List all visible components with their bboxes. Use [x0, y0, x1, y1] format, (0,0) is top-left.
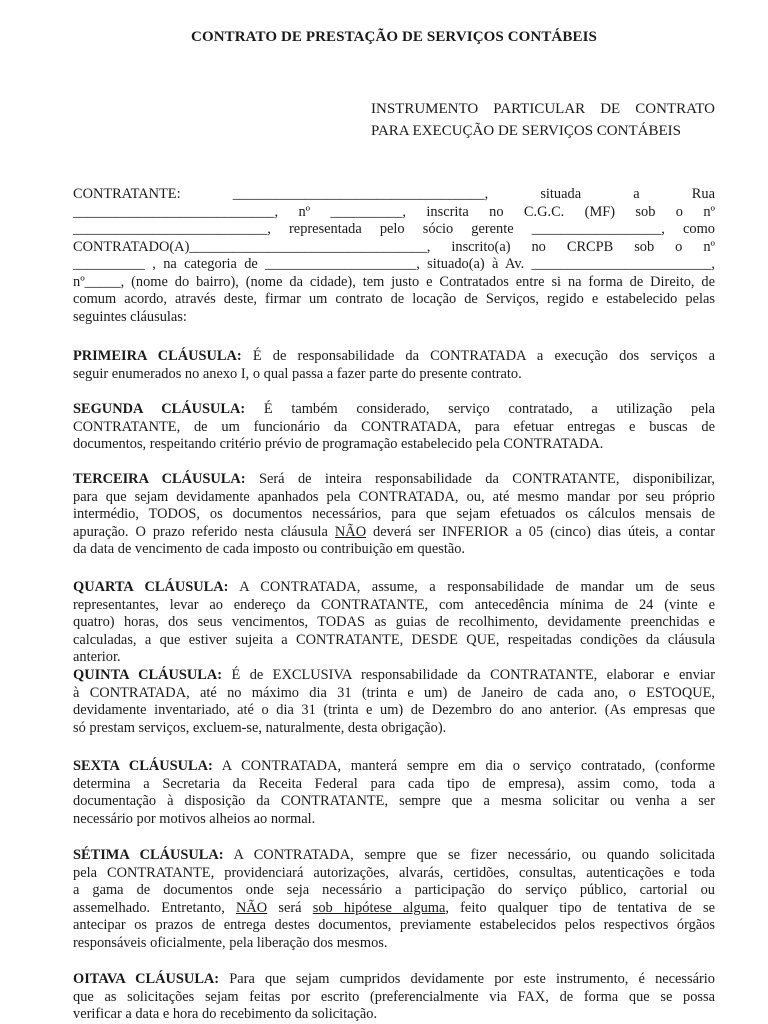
clause-line: anterior. [73, 649, 121, 665]
clause-line [73, 667, 715, 685]
clause-line: da data de vencimento de cada imposto ou contribuição em questão. [73, 541, 466, 557]
parties-paragraph [73, 186, 715, 326]
clause-heading: OITAVA CLÁUSULA: [73, 971, 220, 987]
clause-line: representantes, levar ao endereço da CONTRATANTE, com antecedência mínima de 24 (vinte e [73, 596, 715, 613]
clause-line: a gama de documentos onde seja necessário a participação do serviço público, cartorial ou [73, 882, 715, 898]
clause-line: só prestam serviços, excluem-se, naturalmente, desta obrigação). [73, 719, 447, 736]
instrument-line-2: PARA EXECUÇÃO DE SERVIÇOS CONTÁBEIS [371, 123, 681, 139]
parties-line: ___________________________, representada pelo sócio gerente __________________, como [73, 221, 715, 237]
clause-text: A CONTRATADA, manterá sempre em dia o serviço contratado, (conforme [212, 758, 715, 774]
clause-line: que as solicitações sejam feitas por escrito (preferencialmente via FAX, de forma que se possa [73, 988, 715, 1005]
clause-line: intermédio, TODOS, os documentos necessários, para que sejam efetuados os cálculos mensais de [73, 506, 715, 522]
parties-line: CONTRATADO(A)_________________________________, inscrito(a) no CRCPB sob o nº [73, 238, 715, 255]
clause-line: devidamente inventariado, até o dia 31 (trinta e um) de Dezembro do ano anterior. (As empresas que [73, 702, 715, 718]
clause-line: documentação à disposição da CONTRATANTE, sempre que a mesma solicitar ou venha a ser [73, 793, 715, 809]
parties-line: comum acordo, através deste, firmar um contrato de locação de Serviços, regido e estabelecido pelas [73, 291, 715, 307]
underlined-text: NÃO [236, 899, 268, 916]
clause-text: Para que sejam cumpridos devidamente por este instrumento, é necessário [219, 971, 715, 987]
clause-oitava [73, 971, 715, 1024]
parties-line: ____________________________, nº __________, inscrita no C.G.C. (MF) sob o nº [73, 203, 715, 220]
clause-line [73, 971, 715, 989]
clause-line: necessário por motivos alheios ao normal. [73, 810, 316, 827]
instrument-heading [371, 98, 715, 142]
clause-line [73, 471, 715, 489]
clause-heading: PRIMEIRA CLÁUSULA: [73, 348, 242, 364]
clause-line [73, 758, 715, 776]
clause-sexta [73, 758, 715, 828]
clause-line [73, 900, 715, 918]
clause-heading: QUINTA CLÁUSULA: [73, 667, 223, 683]
clause-line [73, 348, 715, 366]
clause-text: É de EXCLUSIVA responsabilidade da CONTRATANTE, elaborar e enviar [222, 667, 715, 683]
clause-text: , feito qualquer tipo de tentativa de se [445, 899, 715, 916]
clause-line: calculadas, a que estiver sujeita a CONTRATANTE, DESDE QUE, respeitadas condições da cláusula [73, 631, 715, 648]
parties-line: __________ , na categoria de _____________________, situado(a) à Av. _________________________, [73, 256, 715, 272]
clause-line: pela CONTRATANTE, providenciará autorizações, alvarás, certidões, consultas, autenticações e toda [73, 864, 715, 881]
clause-text: Será de inteira responsabilidade da CONTRATANTE, disponibilizar, [245, 471, 715, 487]
clause-line [73, 579, 715, 597]
clause-line: verificar a data e hora do recebimento da solicitação. [73, 1006, 378, 1022]
clause-line [73, 401, 715, 419]
clause-line [73, 524, 715, 542]
clause-text: assemelhado. Entretanto, [73, 899, 237, 916]
clause-heading: SÉTIMA CLÁUSULA: [73, 847, 224, 863]
clause-setima [73, 847, 715, 952]
clause-line: responsáveis oficialmente, pela liberação dos mesmos. [73, 934, 388, 951]
clause-heading: SEXTA CLÁUSULA: [73, 758, 213, 774]
clause-line: à CONTRATADA, até no máximo dia 31 (trinta e um) de Janeiro de cada ano, o ESTOQUE, [73, 684, 715, 701]
clause-line: determina a Secretaria da Receita Federal para cada tipo de empresa), assim como, toda a [73, 775, 715, 792]
clause-text: deverá ser INFERIOR a 05 (cinco) dias úteis, a contar [366, 523, 715, 540]
clause-heading: QUARTA CLÁUSULA: [73, 579, 229, 595]
clause-line: seguir enumerados no anexo I, o qual passa a fazer parte do presente contrato. [73, 365, 522, 382]
underlined-text: sob hipótese alguma [312, 899, 446, 916]
clause-line: CONTRATANTE, de um funcionário da CONTRATADA, para efetuar entregas e buscas de [73, 418, 715, 435]
clause-primeira [73, 348, 715, 383]
clause-text: apuração. O prazo referido nesta cláusula [73, 523, 335, 540]
instrument-line-1: INSTRUMENTO PARTICULAR DE CONTRATO [371, 101, 715, 117]
clause-text: É de responsabilidade da CONTRATADA a execução dos serviços a [241, 348, 715, 364]
document-page [73, 0, 715, 1024]
clause-quinta [73, 667, 715, 737]
clause-quarta [73, 579, 715, 667]
parties-line: seguintes cláusulas: [73, 308, 187, 325]
clause-text: A CONTRATADA, assume, a responsabilidade de mandar um de seus [228, 579, 715, 595]
clause-text: será [267, 899, 313, 916]
clause-line: para que sejam devidamente apanhados pela CONTRATADA, ou, até mesmo mandar por seu próprio [73, 488, 715, 505]
clause-line [73, 847, 715, 865]
parties-line: CONTRATANTE: ___________________________________, situada a Rua [73, 186, 715, 202]
clause-heading: SEGUNDA CLÁUSULA: [73, 401, 246, 417]
clause-line: antecipar os prazos de entrega destes documentos, previamente estabelecidos pelos respectivos órgãos [73, 917, 715, 933]
document-title: CONTRATO DE PRESTAÇÃO DE SERVIÇOS CONTÁBEIS [191, 29, 597, 45]
underlined-text: NÃO [334, 523, 367, 540]
clause-terceira [73, 471, 715, 559]
clause-text: É também considerado, serviço contratado, a utilização pela [245, 401, 715, 417]
clause-segunda [73, 401, 715, 454]
clause-text: A CONTRATADA, sempre que se fizer necessário, ou quando solicitada [223, 847, 715, 863]
clause-line: documentos, respeitando critério prévio de programação estabelecido pela CONTRATADA. [73, 436, 604, 452]
clause-heading: TERCEIRA CLÁUSULA: [73, 471, 246, 487]
clause-line: quatro) horas, dos seus vencimentos, TODAS as guias de recolhimento, devidamente preenchidas e [73, 614, 715, 630]
parties-line: nº_____, (nome do bairro), (nome da cidade), tem justo e Contratados entre si na forma de Direito, de [73, 273, 715, 290]
